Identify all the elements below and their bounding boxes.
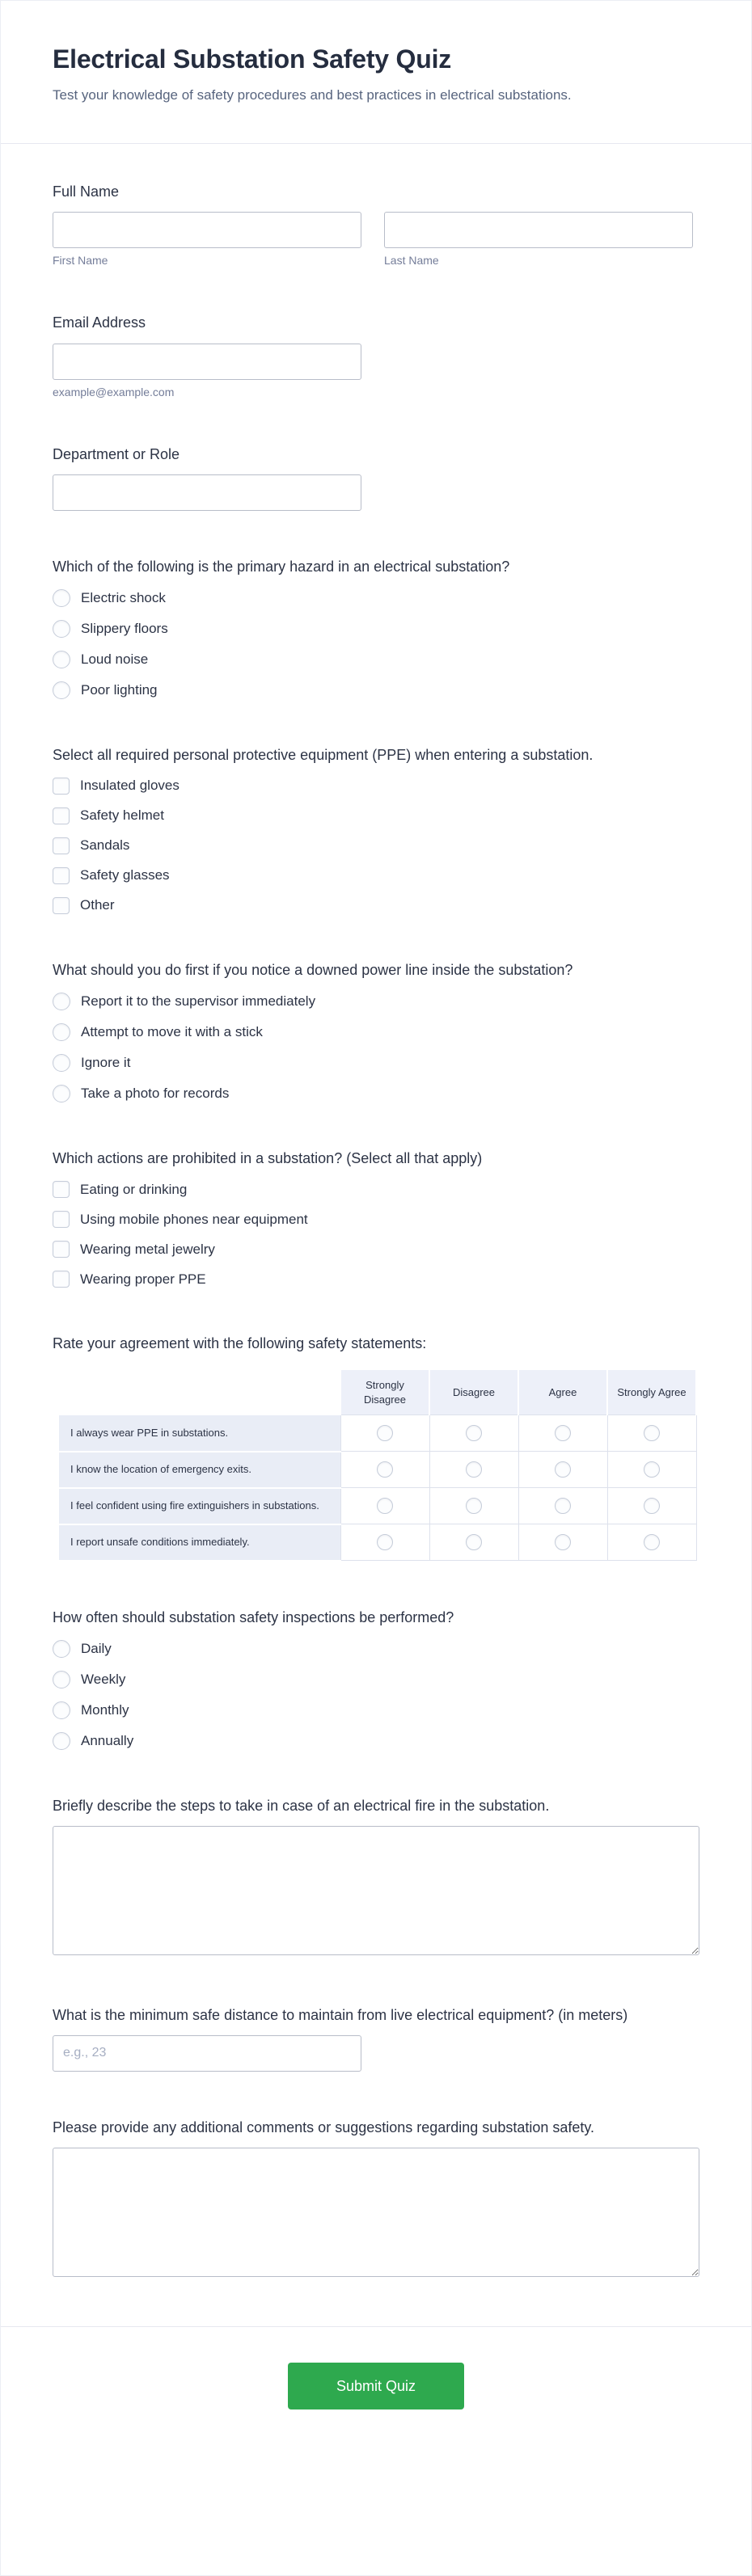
question-downed-line bbox=[53, 959, 699, 1102]
checkbox-icon[interactable] bbox=[53, 1241, 70, 1258]
radio-icon[interactable] bbox=[53, 1732, 70, 1750]
matrix-row bbox=[59, 1524, 696, 1561]
radio-option-label: Take a photo for records bbox=[81, 1085, 230, 1101]
radio-option-label: Attempt to move it with a stick bbox=[81, 1023, 263, 1039]
email-label: Email Address bbox=[53, 314, 146, 331]
radio-icon[interactable] bbox=[53, 1701, 70, 1719]
radio-icon[interactable] bbox=[377, 1534, 393, 1550]
matrix-label: Rate your agreement with the following safety statements: bbox=[53, 1335, 427, 1351]
email-input[interactable] bbox=[53, 344, 361, 380]
radio-option-label: Poor lighting bbox=[81, 681, 158, 698]
checkbox-option[interactable] bbox=[53, 778, 180, 795]
radio-icon[interactable] bbox=[466, 1534, 482, 1550]
radio-option[interactable] bbox=[53, 681, 158, 699]
checkbox-option-label: Safety glasses bbox=[80, 867, 170, 883]
radio-icon[interactable] bbox=[466, 1498, 482, 1514]
radio-group bbox=[53, 1640, 699, 1750]
submit-bar bbox=[1, 2326, 751, 2490]
matrix-cell[interactable] bbox=[607, 1452, 696, 1488]
radio-option[interactable] bbox=[53, 620, 168, 638]
checkbox-icon[interactable] bbox=[53, 778, 70, 795]
matrix-cell[interactable] bbox=[607, 1415, 696, 1452]
field-department bbox=[53, 444, 699, 511]
radio-option-label: Slippery floors bbox=[81, 620, 168, 636]
matrix-cell[interactable] bbox=[429, 1415, 518, 1452]
checkbox-option-label: Eating or drinking bbox=[80, 1181, 188, 1197]
radio-option-label: Ignore it bbox=[81, 1054, 131, 1070]
radio-icon[interactable] bbox=[377, 1498, 393, 1514]
checkbox-icon[interactable] bbox=[53, 807, 70, 824]
radio-icon[interactable] bbox=[53, 1023, 70, 1041]
question-comments bbox=[53, 2117, 699, 2281]
question-label: How often should substation safety inspections be performed? bbox=[53, 1608, 454, 1625]
matrix-row-label: I report unsafe conditions immediately. bbox=[59, 1524, 340, 1561]
checkbox-group bbox=[53, 778, 699, 914]
form-subtitle: Test your knowledge of safety procedures and best practices in electrical substations. bbox=[53, 87, 572, 103]
matrix-cell[interactable] bbox=[607, 1524, 696, 1561]
radio-icon[interactable] bbox=[644, 1425, 660, 1441]
question-label: Which actions are prohibited in a substation? (Select all that apply) bbox=[53, 1149, 483, 1166]
question-prohibited-actions bbox=[53, 1148, 699, 1288]
checkbox-icon[interactable] bbox=[53, 897, 70, 914]
radio-icon[interactable] bbox=[53, 1640, 70, 1658]
matrix-row-label: I always wear PPE in substations. bbox=[59, 1415, 340, 1452]
field-email bbox=[53, 312, 699, 398]
form-body bbox=[1, 144, 751, 2281]
checkbox-icon[interactable] bbox=[53, 1181, 70, 1198]
question-ppe bbox=[53, 744, 699, 914]
matrix-safety-statements bbox=[53, 1333, 699, 1562]
radio-option-label: Daily bbox=[81, 1640, 112, 1656]
matrix-cell[interactable] bbox=[340, 1524, 429, 1561]
question-label: Which of the following is the primary hazard in an electrical substation? bbox=[53, 558, 510, 575]
radio-option-label: Weekly bbox=[81, 1671, 126, 1687]
checkbox-option-label: Insulated gloves bbox=[80, 778, 180, 794]
matrix-row bbox=[59, 1415, 696, 1452]
checkbox-icon[interactable] bbox=[53, 867, 70, 884]
checkbox-icon[interactable] bbox=[53, 1271, 70, 1288]
matrix-cell[interactable] bbox=[429, 1524, 518, 1561]
first-name-input[interactable] bbox=[53, 212, 361, 248]
radio-icon[interactable] bbox=[53, 620, 70, 638]
question-label: Briefly describe the steps to take in case of an electrical fire in the substation. bbox=[53, 1797, 550, 1814]
question-primary-hazard bbox=[53, 556, 699, 699]
matrix-table bbox=[59, 1370, 697, 1562]
checkbox-option[interactable] bbox=[53, 837, 129, 854]
email-sublabel: example@example.com bbox=[53, 385, 175, 398]
radio-option-label: Report it to the supervisor immediately bbox=[81, 993, 316, 1009]
checkbox-icon[interactable] bbox=[53, 1211, 70, 1228]
matrix-cell[interactable] bbox=[518, 1488, 607, 1524]
form-title: Electrical Substation Safety Quiz bbox=[53, 44, 452, 74]
radio-icon[interactable] bbox=[555, 1425, 571, 1441]
checkbox-icon[interactable] bbox=[53, 837, 70, 854]
radio-icon[interactable] bbox=[53, 681, 70, 699]
matrix-row-label: I know the location of emergency exits. bbox=[59, 1452, 340, 1488]
checkbox-option[interactable] bbox=[53, 1241, 215, 1258]
radio-group bbox=[53, 589, 699, 699]
checkbox-option-label: Sandals bbox=[80, 837, 130, 854]
radio-icon[interactable] bbox=[644, 1534, 660, 1550]
fire-steps-textarea[interactable] bbox=[53, 1826, 699, 1955]
last-name-sublabel: Last Name bbox=[384, 254, 439, 268]
question-fire-steps bbox=[53, 1795, 699, 1959]
radio-option[interactable] bbox=[53, 1701, 129, 1719]
radio-icon[interactable] bbox=[377, 1461, 393, 1478]
radio-option-label: Electric shock bbox=[81, 589, 166, 605]
matrix-cell[interactable] bbox=[340, 1452, 429, 1488]
matrix-cell[interactable] bbox=[518, 1524, 607, 1561]
radio-icon[interactable] bbox=[466, 1425, 482, 1441]
matrix-cell[interactable] bbox=[518, 1415, 607, 1452]
checkbox-option-label: Wearing metal jewelry bbox=[80, 1241, 215, 1257]
submit-button[interactable]: Submit Quiz bbox=[288, 2363, 464, 2409]
matrix-corner-cell bbox=[59, 1370, 340, 1415]
form-header bbox=[1, 1, 751, 144]
question-label: What is the minimum safe distance to maintain from live electrical equipment? (in meters) bbox=[53, 2006, 628, 2023]
checkbox-group bbox=[53, 1181, 699, 1288]
radio-icon[interactable] bbox=[53, 1054, 70, 1072]
matrix-row bbox=[59, 1452, 696, 1488]
radio-icon[interactable] bbox=[53, 1671, 70, 1689]
radio-icon[interactable] bbox=[644, 1461, 660, 1478]
radio-icon[interactable] bbox=[555, 1534, 571, 1550]
question-safe-distance bbox=[53, 2005, 699, 2072]
radio-icon[interactable] bbox=[555, 1461, 571, 1478]
checkbox-option-label: Using mobile phones near equipment bbox=[80, 1211, 308, 1227]
matrix-table-wrap bbox=[53, 1370, 699, 1562]
radio-option-label: Annually bbox=[81, 1732, 134, 1748]
full-name-row bbox=[53, 212, 699, 267]
radio-option[interactable] bbox=[53, 993, 315, 1010]
radio-option[interactable] bbox=[53, 1054, 130, 1072]
radio-option-label: Monthly bbox=[81, 1701, 129, 1718]
radio-group bbox=[53, 993, 699, 1102]
radio-icon[interactable] bbox=[377, 1425, 393, 1441]
matrix-row-label: I feel confident using fire extinguishers in substations. bbox=[59, 1488, 340, 1524]
radio-icon[interactable] bbox=[53, 589, 70, 607]
question-inspection-frequency bbox=[53, 1607, 699, 1750]
radio-icon[interactable] bbox=[53, 1085, 70, 1102]
radio-icon[interactable] bbox=[53, 993, 70, 1010]
checkbox-option[interactable] bbox=[53, 1271, 206, 1288]
radio-icon[interactable] bbox=[466, 1461, 482, 1478]
matrix-cell[interactable] bbox=[429, 1452, 518, 1488]
comments-textarea[interactable] bbox=[53, 2148, 699, 2277]
radio-option-label: Loud noise bbox=[81, 651, 149, 667]
question-label: What should you do first if you notice a downed power line inside the substation? bbox=[53, 961, 573, 978]
department-input[interactable] bbox=[53, 474, 361, 511]
radio-icon[interactable] bbox=[53, 651, 70, 668]
matrix-row bbox=[59, 1488, 696, 1524]
matrix-col-header: Disagree bbox=[429, 1370, 518, 1415]
radio-option[interactable] bbox=[53, 1023, 263, 1041]
radio-option[interactable] bbox=[53, 651, 148, 668]
first-name-sublabel: First Name bbox=[53, 254, 108, 268]
radio-option[interactable] bbox=[53, 589, 166, 607]
checkbox-option-label: Other bbox=[80, 897, 115, 913]
matrix-col-header: Strongly Agree bbox=[607, 1370, 696, 1415]
radio-option[interactable] bbox=[53, 1640, 112, 1658]
department-label: Department or Role bbox=[53, 445, 180, 462]
field-full-name bbox=[53, 181, 699, 267]
checkbox-option[interactable] bbox=[53, 1211, 308, 1228]
first-name-col bbox=[53, 212, 361, 267]
radio-option[interactable] bbox=[53, 1671, 125, 1689]
radio-option[interactable] bbox=[53, 1085, 229, 1102]
matrix-col-header: Strongly Disagree bbox=[340, 1370, 429, 1415]
safe-distance-input[interactable] bbox=[53, 2035, 361, 2072]
checkbox-option-label: Safety helmet bbox=[80, 807, 164, 824]
matrix-cell[interactable] bbox=[429, 1488, 518, 1524]
radio-icon[interactable] bbox=[555, 1498, 571, 1514]
checkbox-option-label: Wearing proper PPE bbox=[80, 1271, 206, 1287]
matrix-cell[interactable] bbox=[340, 1415, 429, 1452]
checkbox-option[interactable] bbox=[53, 897, 115, 914]
checkbox-option[interactable] bbox=[53, 867, 170, 884]
last-name-col bbox=[384, 212, 693, 267]
matrix-cell[interactable] bbox=[607, 1488, 696, 1524]
question-label: Select all required personal protective equipment (PPE) when entering a substation. bbox=[53, 746, 594, 763]
matrix-cell[interactable] bbox=[340, 1488, 429, 1524]
radio-option[interactable] bbox=[53, 1732, 133, 1750]
radio-icon[interactable] bbox=[644, 1498, 660, 1514]
checkbox-option[interactable] bbox=[53, 807, 164, 824]
matrix-cell[interactable] bbox=[518, 1452, 607, 1488]
question-label: Please provide any additional comments or suggestions regarding substation safety. bbox=[53, 2119, 595, 2135]
checkbox-option[interactable] bbox=[53, 1181, 187, 1198]
last-name-input[interactable] bbox=[384, 212, 693, 248]
full-name-label: Full Name bbox=[53, 183, 120, 200]
matrix-col-header: Agree bbox=[518, 1370, 607, 1415]
